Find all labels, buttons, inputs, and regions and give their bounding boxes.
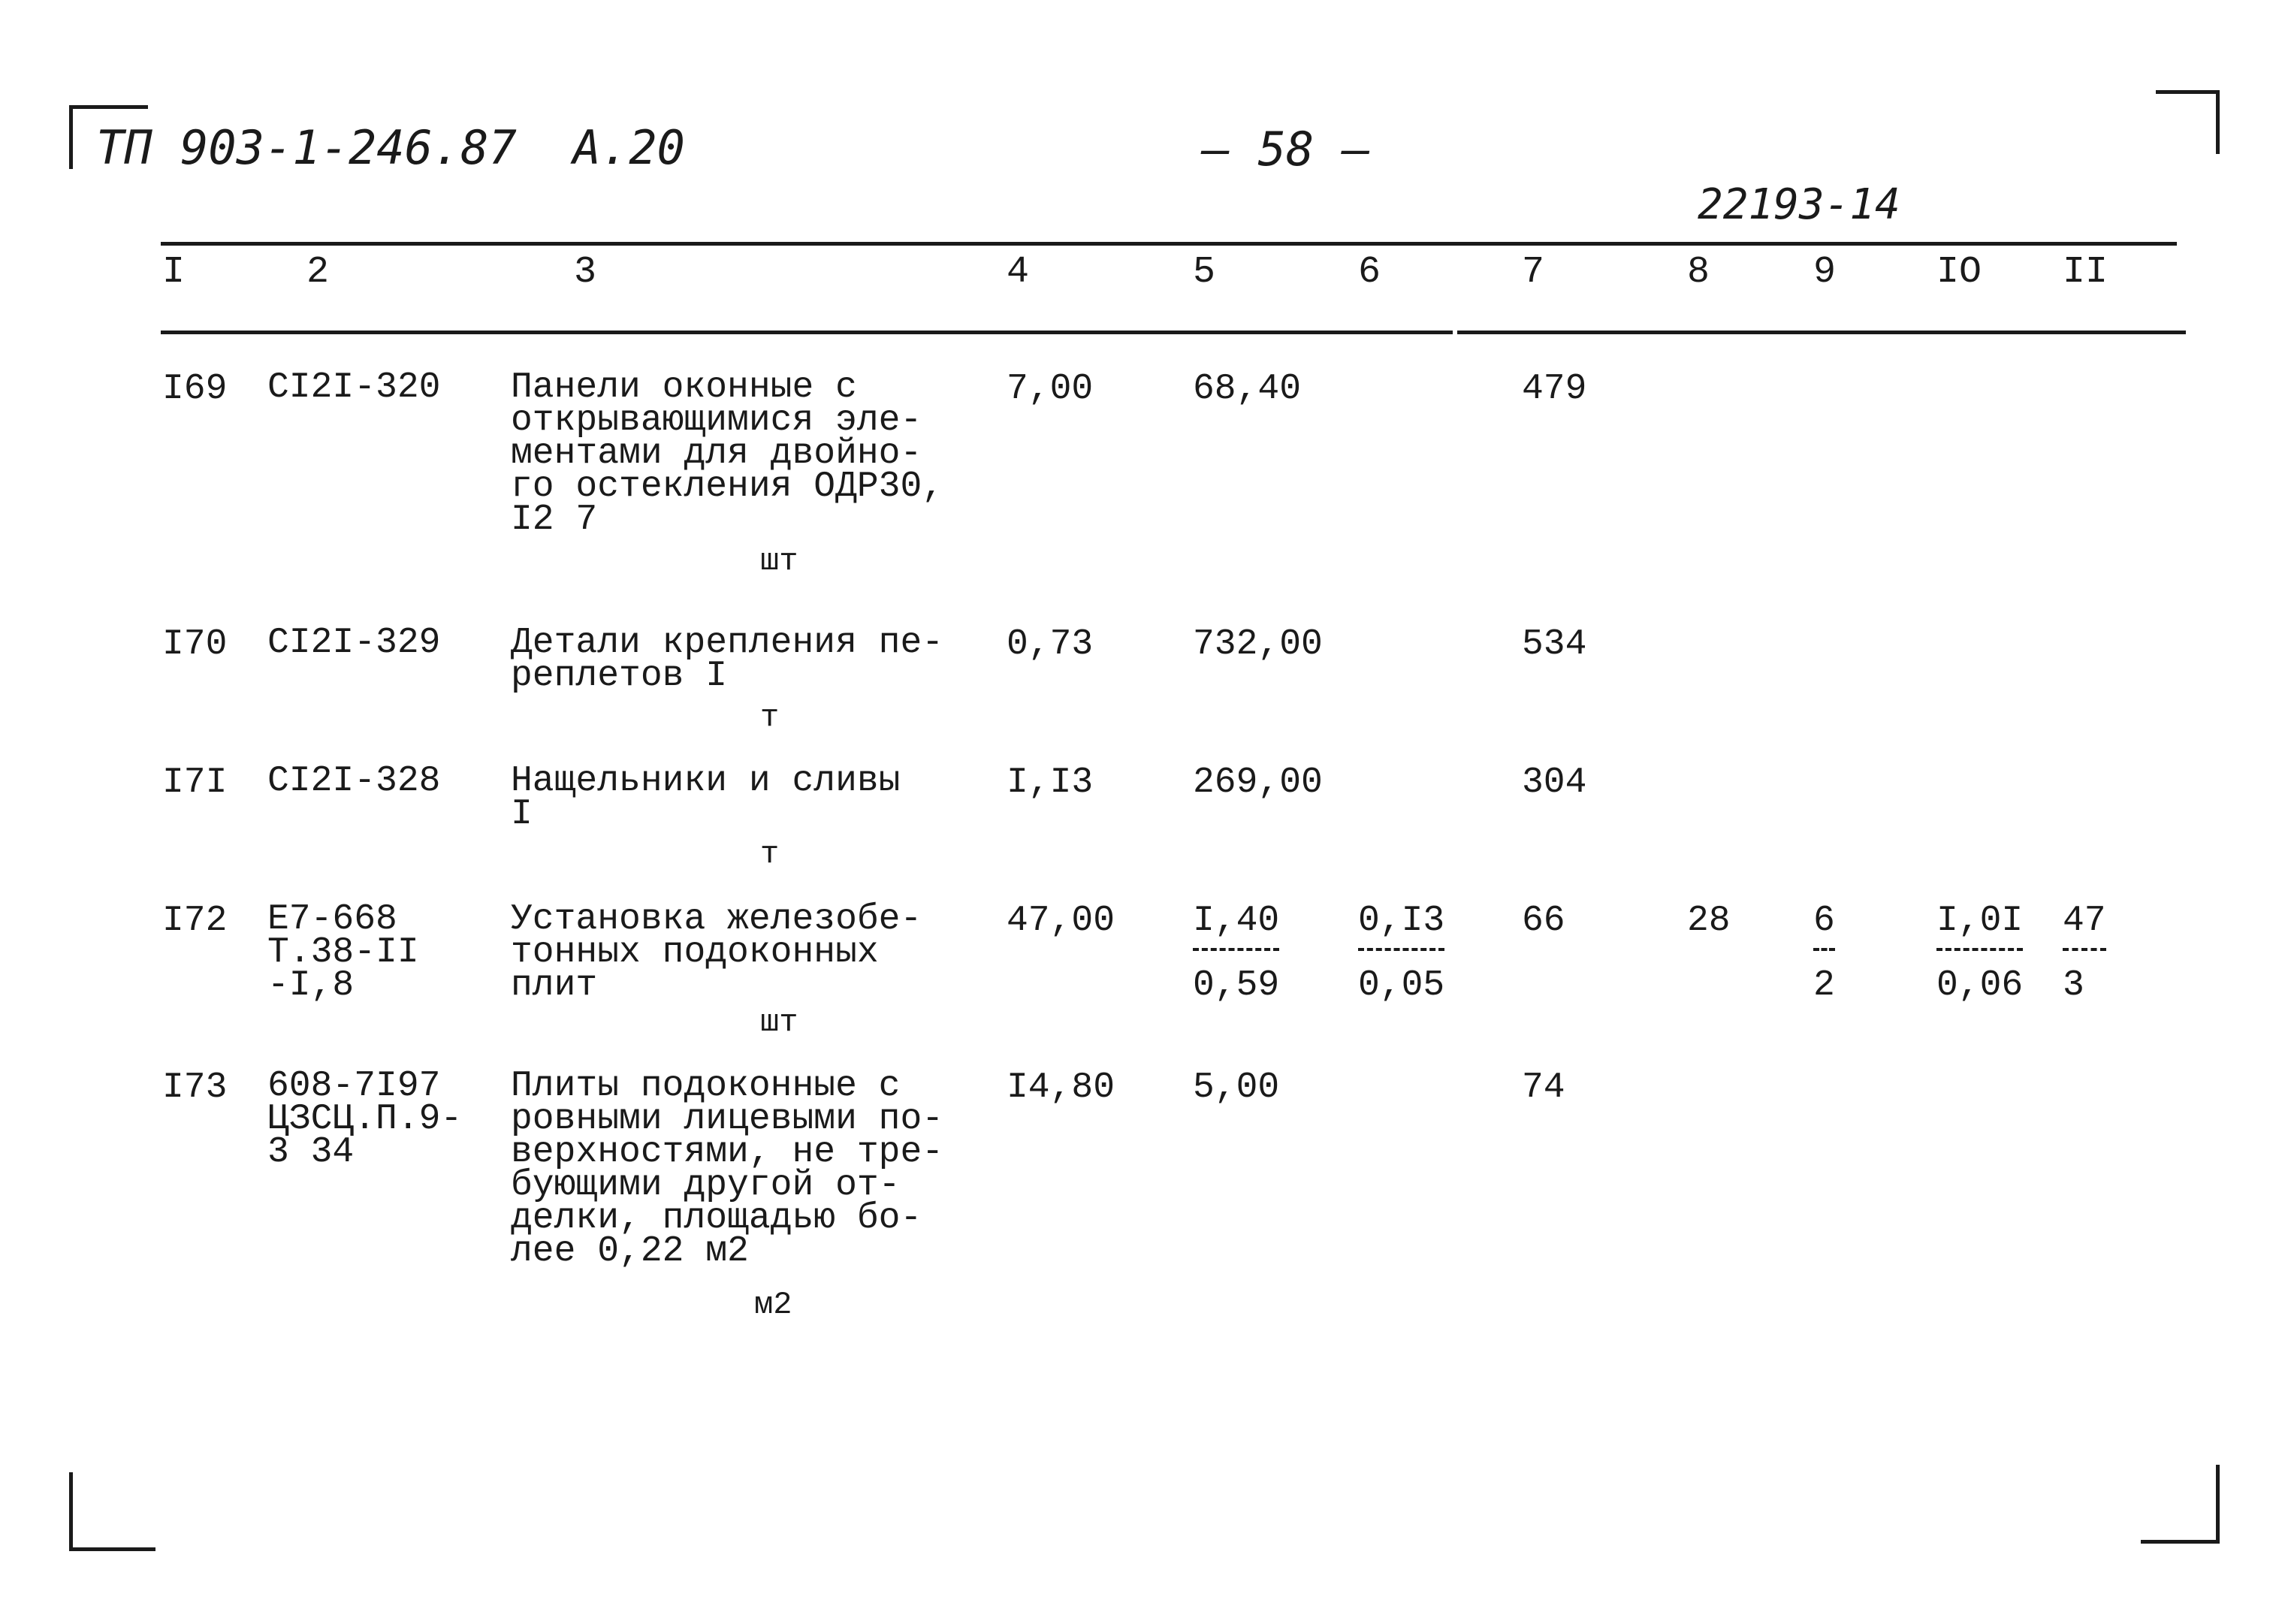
- row-col8: 28: [1687, 901, 1731, 941]
- table-header-rule-right: [1457, 331, 2186, 334]
- row-col4: 0,73: [1007, 624, 1094, 665]
- table-header-rule-left: [161, 331, 1453, 334]
- column-header-1: I: [162, 251, 186, 294]
- fraction-top: 6: [1813, 903, 1835, 951]
- row-col5-fraction: [1193, 903, 1279, 1004]
- row-code: CI2I-320: [267, 367, 441, 408]
- row-description: Детали крепления пе- реплетов I: [511, 623, 944, 696]
- row-col4: I4,80: [1007, 1067, 1115, 1108]
- row-code: E7-668 Т.38-II -I,8: [267, 899, 419, 1006]
- column-header-5: 5: [1193, 251, 1216, 294]
- row-code: 608-7I97 ЦЗСЦ.П.9- 3 34: [267, 1066, 463, 1173]
- row-col7: 479: [1522, 369, 1587, 409]
- row-number: I7I: [162, 762, 228, 803]
- row-col5: 5,00: [1193, 1067, 1280, 1108]
- row-col5: 269,00: [1193, 762, 1323, 803]
- row-col11-fraction: [2063, 903, 2106, 1004]
- row-description: Панели оконные с открывающимися эле- ментами для двойно- го остекления ОДР30, I2 7: [511, 367, 944, 540]
- row-unit: шт: [760, 543, 798, 579]
- corner-mark-bottom-left: [69, 1472, 155, 1551]
- row-col5: 68,40: [1193, 369, 1302, 409]
- row-col7: 66: [1522, 901, 1565, 941]
- row-unit: шт: [760, 1004, 798, 1040]
- row-number: I72: [162, 901, 228, 941]
- page-number: — 58 —: [1202, 122, 1370, 177]
- row-description: Нащельники и сливы I: [511, 761, 901, 835]
- row-col4: I,I3: [1007, 762, 1094, 803]
- row-code: CI2I-328: [267, 761, 441, 801]
- corner-mark-top-right: [2156, 90, 2220, 154]
- row-col4: 7,00: [1007, 369, 1094, 409]
- row-unit: м2: [754, 1287, 792, 1323]
- row-col10-fraction: [1936, 903, 2023, 1004]
- row-col7: 534: [1522, 624, 1587, 665]
- row-col4: 47,00: [1007, 901, 1115, 941]
- fraction-bottom: 3: [2063, 965, 2084, 1006]
- table-top-rule: [161, 242, 2177, 246]
- column-header-7: 7: [1522, 251, 1545, 294]
- row-unit: т: [760, 836, 780, 872]
- row-code: CI2I-329: [267, 623, 441, 663]
- column-header-11: II: [2063, 251, 2108, 294]
- fraction-top: 47: [2063, 903, 2106, 951]
- row-number: I70: [162, 624, 228, 665]
- column-header-8: 8: [1687, 251, 1710, 294]
- row-col7: 304: [1522, 762, 1587, 803]
- fraction-bottom: 2: [1813, 965, 1835, 1006]
- row-col6-fraction: [1358, 903, 1444, 1004]
- row-description: Установка железобе- тонных подоконных плит: [511, 899, 922, 1006]
- fraction-top: I,0I: [1936, 903, 2023, 951]
- row-number: I73: [162, 1067, 228, 1108]
- fraction-top: I,40: [1193, 903, 1279, 951]
- fraction-bottom: 0,59: [1193, 965, 1280, 1006]
- fraction-top: 0,I3: [1358, 903, 1444, 951]
- column-header-6: 6: [1358, 251, 1381, 294]
- row-col9-fraction: [1813, 903, 1835, 1004]
- row-description: Плиты подоконные с ровными лицевыми по- верхностями, не тре- бующими другой от- делки, площадью бо- лее 0,22 м2: [511, 1066, 944, 1272]
- archive-number: 22193-14: [1698, 180, 1900, 229]
- row-col5: 732,00: [1193, 624, 1323, 665]
- fraction-bottom: 0,05: [1358, 965, 1445, 1006]
- fraction-bottom: 0,06: [1936, 965, 2024, 1006]
- column-header-2: 2: [306, 251, 330, 294]
- row-number: I69: [162, 369, 228, 409]
- column-header-10: IO: [1936, 251, 1982, 294]
- row-unit: т: [760, 699, 780, 735]
- column-header-3: 3: [574, 251, 597, 294]
- document-code: ТП 903-1-246.87 А.20: [96, 120, 685, 175]
- row-col7: 74: [1522, 1067, 1565, 1108]
- column-header-4: 4: [1007, 251, 1030, 294]
- column-header-9: 9: [1813, 251, 1837, 294]
- corner-mark-bottom-right: [2141, 1465, 2220, 1544]
